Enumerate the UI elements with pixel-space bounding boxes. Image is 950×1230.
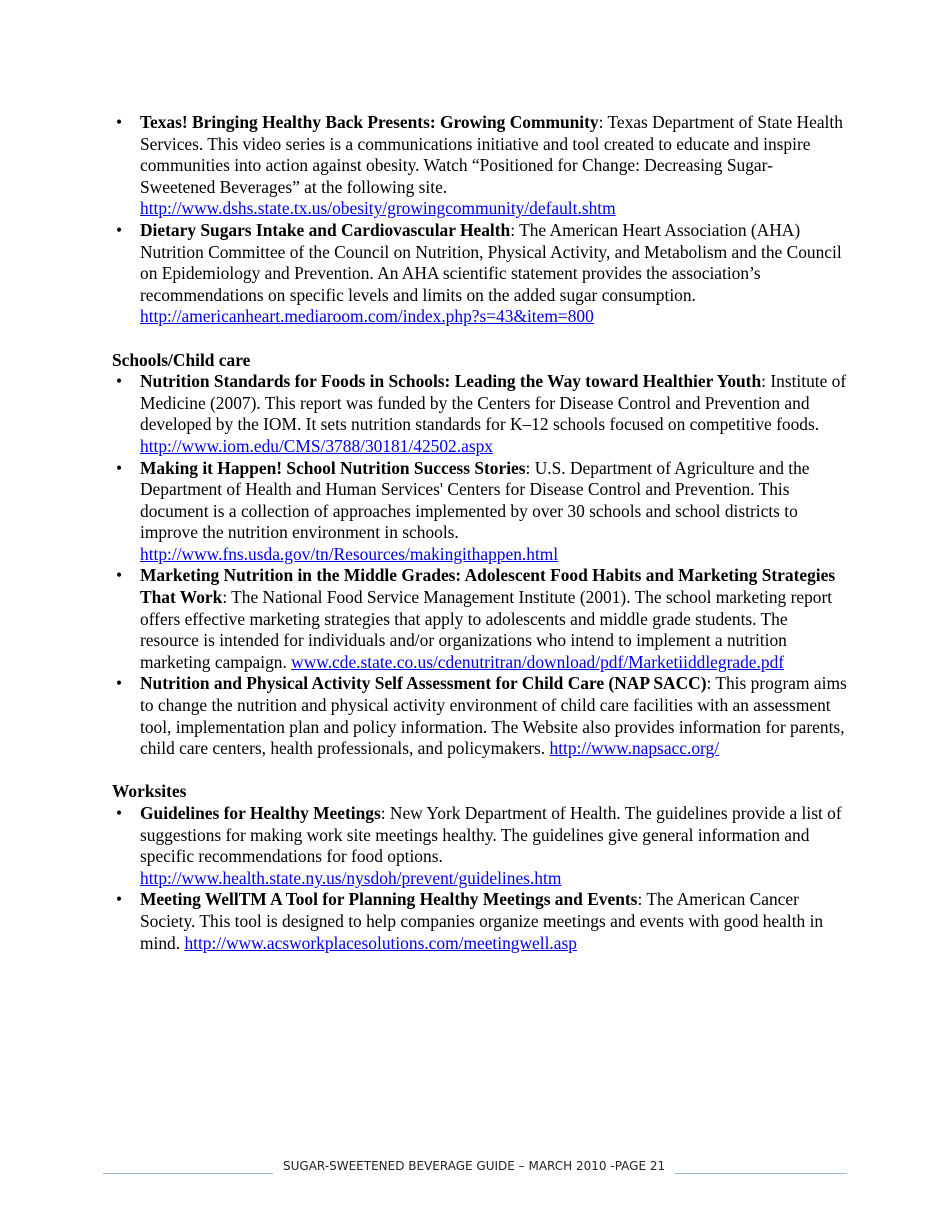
- resource-link[interactable]: http://www.iom.edu/CMS/3788/30181/42502.aspx: [140, 435, 493, 456]
- resource-link[interactable]: http://www.health.state.ny.us/nysdoh/prevent/guidelines.htm: [140, 867, 562, 888]
- resource-list-schools: [112, 371, 847, 760]
- resource-link[interactable]: www.cde.state.co.us/cdenutritran/download/pdf/Marketiiddlegrade.pdf: [291, 651, 785, 672]
- list-item: [112, 803, 847, 889]
- page-content: [112, 112, 847, 954]
- list-item: [112, 565, 847, 673]
- resource-title: Meeting WellTM A Tool for Planning Healthy Meetings and Events: [140, 889, 638, 910]
- section-heading: Schools/Child care: [112, 349, 251, 370]
- list-item: [112, 458, 847, 566]
- resource-title: Dietary Sugars Intake and Cardiovascular Health: [140, 219, 511, 240]
- resource-description: : Texas Department of State Health Services. This video series is a communications initiative and tool created to educate and inspire communities into action against obesity. Watch “Positioned for Change: Decreasing Sugar-Sweetened Beverages” at the following site.: [140, 112, 843, 197]
- list-item: [112, 220, 847, 328]
- resource-title: Nutrition and Physical Activity Self Assessment for Child Care (NAP SACC): [140, 673, 707, 694]
- resource-title: Nutrition Standards for Foods in Schools: Leading the Way toward Healthier Youth: [140, 371, 762, 392]
- resource-title: Guidelines for Healthy Meetings: [140, 803, 381, 823]
- footer-rule-left: [103, 1173, 273, 1174]
- resource-description: : This program aims to change the nutrition and physical activity environment of child care facilities with an assessment tool, implementation plan and policy information. The Website also provides information for parents, child care centers, health professionals, and policymakers.: [140, 673, 847, 759]
- bullet: •: [115, 803, 123, 823]
- section-worksites: [112, 781, 847, 954]
- bullet: •: [115, 219, 123, 240]
- resource-list-general: [112, 112, 847, 328]
- list-item: [112, 371, 847, 457]
- bullet: •: [115, 889, 123, 910]
- list-item: [112, 673, 847, 759]
- resource-description: : Institute of Medicine (2007). This report was funded by the Centers for Disease Control and Prevention and developed by the IOM. It sets nutrition standards for K–12 schools focused on competitive foods.: [140, 371, 847, 435]
- footer-rule-right: [675, 1173, 847, 1174]
- resource-link[interactable]: http://www.acsworkplacesolutions.com/meetingwell.asp: [184, 932, 577, 953]
- resource-link[interactable]: http://www.fns.usda.gov/tn/Resources/makingithappen.html: [140, 543, 559, 564]
- bullet: •: [115, 457, 123, 478]
- resource-description: : The National Food Service Management Institute (2001). The school marketing report offers effective marketing strategies that apply to adolescents and middle grade students. The resource is intended for individuals and/or organizations who intend to implement a nutrition marketing campaign.: [140, 587, 833, 672]
- resource-link[interactable]: http://www.napsacc.org/: [549, 738, 720, 759]
- resource-description: : New York Department of Health. The guidelines provide a list of suggestions for making work site meetings healthy. The guidelines give general information and specific recommendations for food options.: [140, 803, 842, 867]
- section-heading: Worksites: [112, 781, 187, 802]
- bullet: •: [115, 371, 123, 392]
- page-footer: [0, 1156, 950, 1196]
- resource-description: : The American Heart Association (AHA) Nutrition Committee of the Council on Nutrition, Physical Activity, and Metabolism and the Council on Epidemiology and Prevention. An AHA scientific statement provides the association’s recommendations on specific levels and limits on the added sugar consumption.: [140, 219, 842, 305]
- resource-list-worksites: [112, 803, 847, 954]
- section-schools: [112, 350, 847, 760]
- bullet: •: [115, 112, 123, 132]
- resource-link[interactable]: http://americanheart.mediaroom.com/index.php?s=43&item=800: [140, 306, 594, 327]
- resource-title: Marketing Nutrition in the Middle Grades: Adolescent Food Habits and Marketing Strategies That Work: [140, 565, 836, 608]
- bullet: •: [115, 565, 123, 586]
- resource-description: : The American Cancer Society. This tool is designed to help companies organize meetings and events with good health in mind.: [140, 889, 824, 953]
- resource-title: Texas! Bringing Healthy Back Presents: Growing Community: [140, 112, 599, 132]
- resource-link[interactable]: http://www.dshs.state.tx.us/obesity/growingcommunity/default.shtm: [140, 198, 616, 219]
- list-item: [112, 889, 847, 954]
- bullet: •: [115, 673, 123, 694]
- resource-title: Making it Happen! School Nutrition Success Stories: [140, 457, 526, 478]
- footer-text: SUGAR-SWEETENED BEVERAGE GUIDE – MARCH 2010 -PAGE 21: [283, 1159, 666, 1173]
- list-item: [112, 112, 847, 220]
- resource-description: : U.S. Department of Agriculture and the Department of Health and Human Services' Centers for Disease Control and Prevention. This document is a collection of approaches implemented by over 30 schools and school districts to improve the nutrition environment in schools.: [140, 457, 810, 543]
